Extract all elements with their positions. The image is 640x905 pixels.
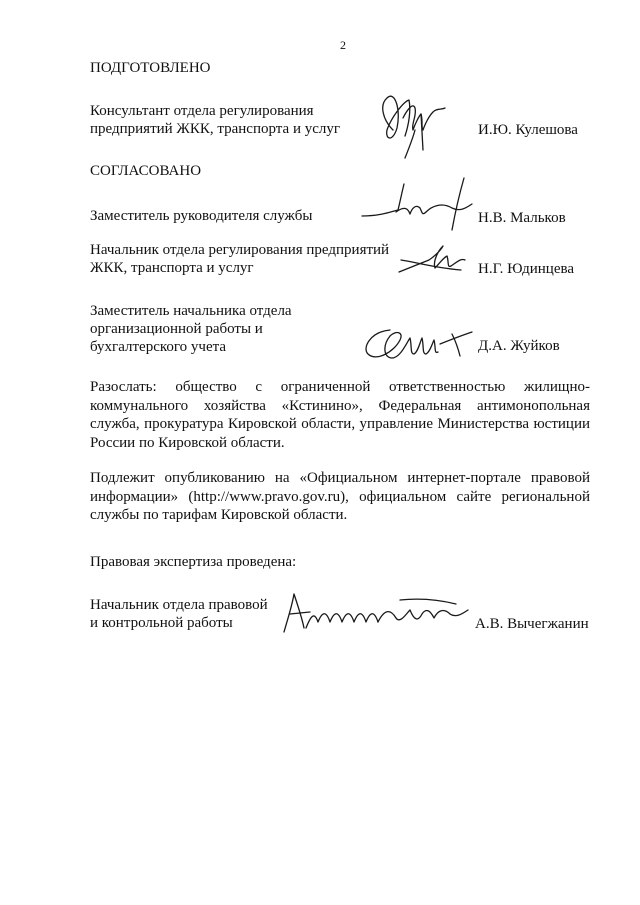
legal-review-position-line: и контрольной работы: [90, 615, 233, 631]
publication-line: службы по тарифам Кировской области.: [90, 507, 348, 523]
distribution-line: Разослать: общество с ограниченной ответственностью жилищно-: [90, 379, 590, 395]
legal-review-name: А.В. Вычегжанин: [475, 616, 589, 632]
distribution-paragraph: [90, 378, 590, 452]
publication-line: Подлежит опубликованию на «Официальном интернет-портале правовой: [90, 470, 590, 486]
agreed-position: [90, 302, 292, 356]
signature-malkov: [360, 172, 480, 242]
agreed-position-line: организационной работы и: [90, 321, 263, 337]
signature-yudintseva: [395, 238, 475, 283]
legal-review-statement: Правовая экспертиза проведена:: [90, 554, 297, 570]
prepared-name: И.Ю. Кулешова: [478, 122, 578, 138]
distribution-line: коммунального хозяйства «Кстинино», Федеральная антимонопольная: [90, 397, 590, 414]
legal-review-position: [90, 596, 268, 632]
agreed-position: [90, 241, 389, 277]
agreed-position-line: Заместитель начальника отдела: [90, 303, 292, 319]
agreed-name: Н.В. Мальков: [478, 210, 566, 226]
agreed-position-line: бухгалтерского учета: [90, 339, 227, 355]
page-number: 2: [340, 38, 346, 52]
distribution-line: России по Кировской области.: [90, 434, 285, 451]
signature-vychegzhanin: [280, 588, 470, 638]
agreed-position-line: Начальник отдела регулирования предприятий: [90, 242, 390, 258]
agreed-position-line: Заместитель руководителя службы: [90, 208, 313, 224]
signature-zhuikov: [360, 322, 480, 367]
prepared-heading: ПОДГОТОВЛЕНО: [90, 60, 211, 76]
signature-kuleshova: [375, 80, 455, 165]
legal-review-position-line: Начальник отдела правовой: [90, 597, 268, 613]
distribution-line: служба, прокуратура Кировской области, управление Министерства юстиции: [90, 416, 590, 432]
prepared-position: [90, 102, 340, 138]
publication-line: информации» (http://www.pravo.gov.ru), официальном сайте региональной: [90, 488, 590, 505]
agreed-position-line: ЖКК, транспорта и услуг: [90, 260, 254, 276]
publication-paragraph: [90, 469, 590, 525]
agreed-heading: СОГЛАСОВАНО: [90, 163, 202, 179]
agreed-name: Н.Г. Юдинцева: [478, 261, 575, 277]
prepared-position-line: Консультант отдела регулирования: [90, 103, 314, 119]
prepared-position-line: предприятий ЖКК, транспорта и услуг: [90, 121, 341, 137]
agreed-name: Д.А. Жуйков: [478, 338, 560, 354]
